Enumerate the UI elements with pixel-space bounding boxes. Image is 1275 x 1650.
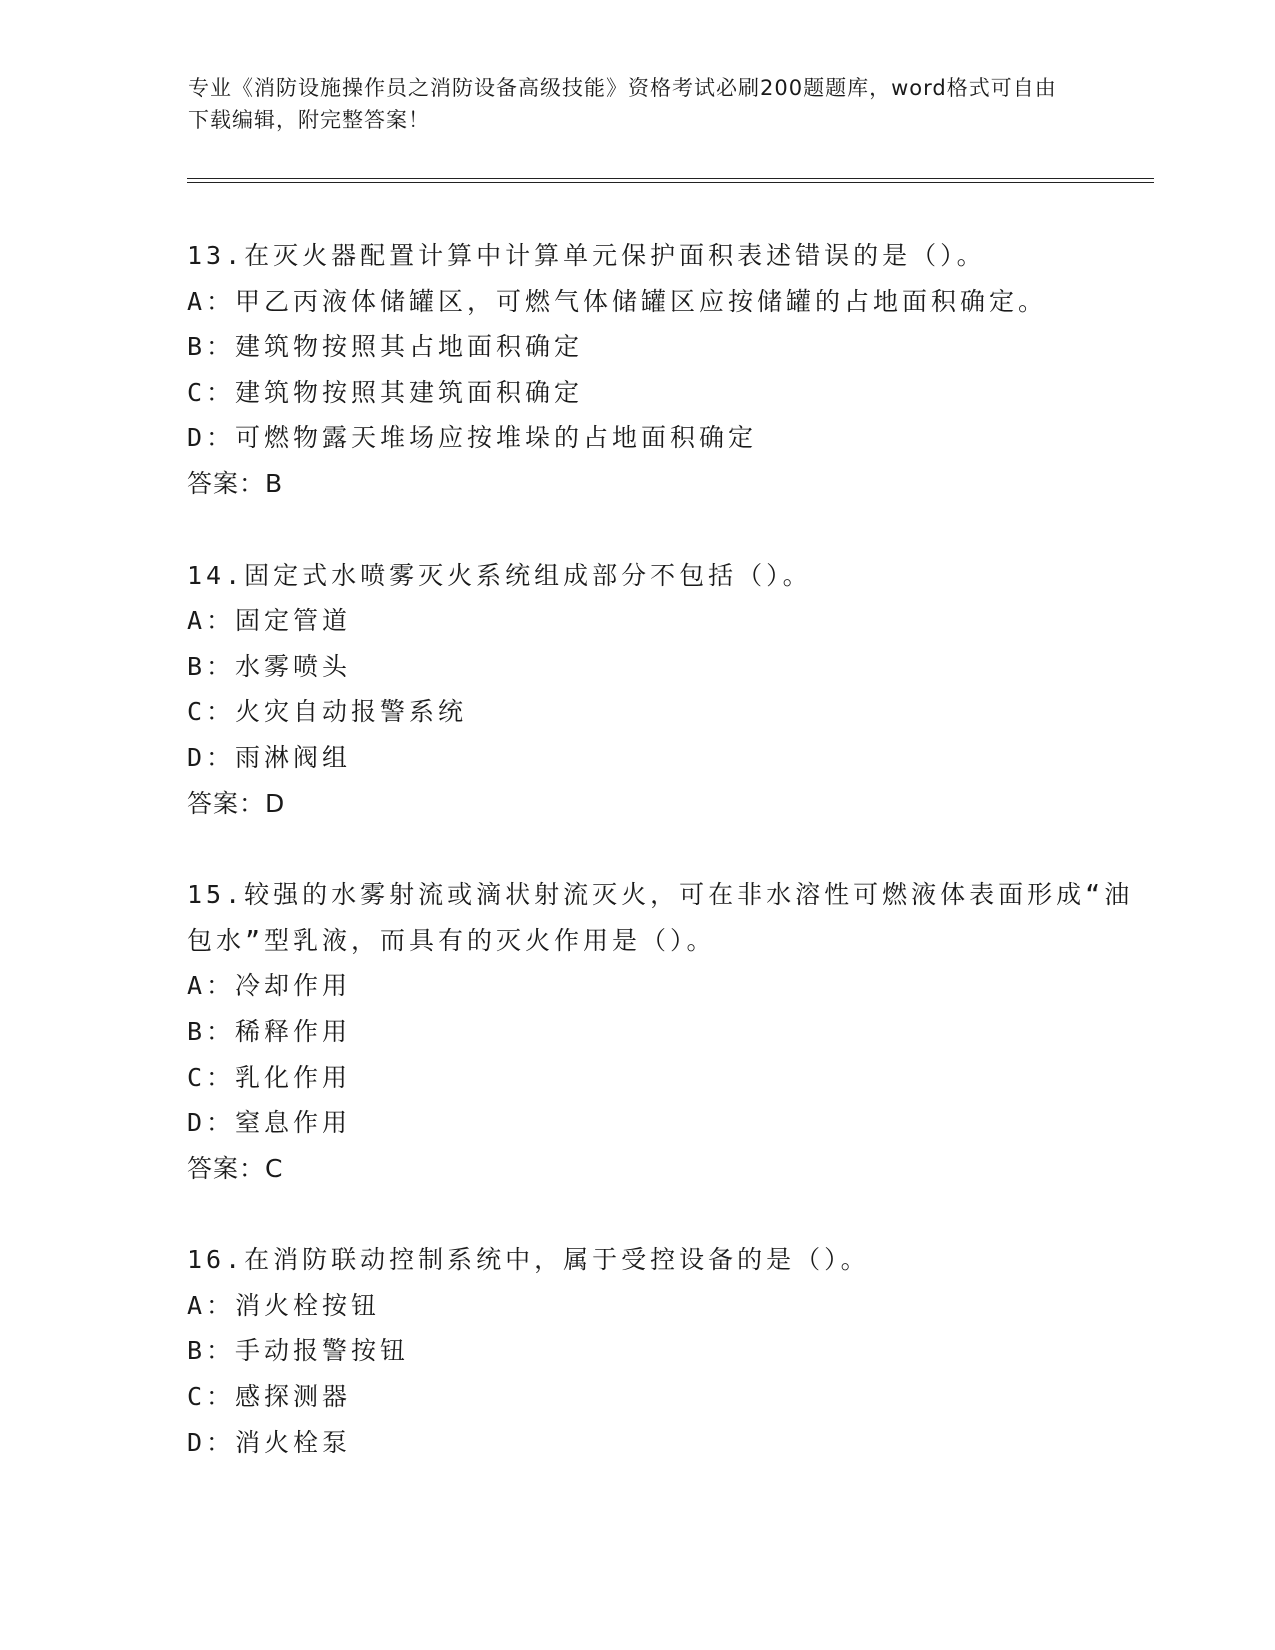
option-a: A：甲乙丙液体储罐区，可燃气体储罐区应按储罐的占地面积确定。 [187,286,1048,316]
option-a: A：冷却作用 [187,971,352,1001]
question-stem: 14.固定式水喷雾灭火系统组成部分不包括（）。 [187,560,812,590]
question-list [187,233,1147,1511]
question-stem: 16.在消防联动控制系统中，属于受控设备的是（）。 [187,1245,870,1275]
document-header: 专业《消防设施操作员之消防设备高级技能》资格考试必刷200题题库，word格式可自由下载编辑，附完整答案！ [188,76,1057,132]
question-stem: 13.在灭火器配置计算中计算单元保护面积表述错误的是（）。 [187,241,986,270]
option-b: B：稀释作用 [187,1016,352,1046]
option-c: C：乳化作用 [187,1062,352,1092]
option-d: D：可燃物露天堆场应按堆垛的占地面积确定 [187,423,758,453]
question-14 [187,553,1147,827]
option-d: D：窒息作用 [187,1108,352,1138]
question-13 [187,233,1147,507]
answer-line: 答案：C [187,1153,284,1183]
option-b: B：手动报警按钮 [187,1336,410,1366]
answer-line: 答案：D [187,788,286,818]
option-b: B：水雾喷头 [187,651,352,681]
header-divider-line-secondary [187,182,1154,183]
header-divider-line [187,178,1154,179]
question-stem: 15.较强的水雾射流或滴状射流灭火，可在非水溶性可燃液体表面形成“油包水”型乳液，而具有的灭火作用是（）。 [187,880,1134,955]
option-d: D：消火栓泵 [187,1427,352,1457]
option-c: C：火灾自动报警系统 [187,697,468,727]
option-b: B：建筑物按照其占地面积确定 [187,332,584,362]
question-15 [187,872,1147,1191]
option-c: C：建筑物按照其建筑面积确定 [187,377,584,407]
option-a: A：消火栓按钮 [187,1290,381,1320]
option-d: D：雨淋阀组 [187,742,352,772]
answer-line: 答案：B [187,468,284,498]
option-a: A：固定管道 [187,606,352,636]
option-c: C：感探测器 [187,1382,352,1412]
question-16 [187,1237,1147,1465]
